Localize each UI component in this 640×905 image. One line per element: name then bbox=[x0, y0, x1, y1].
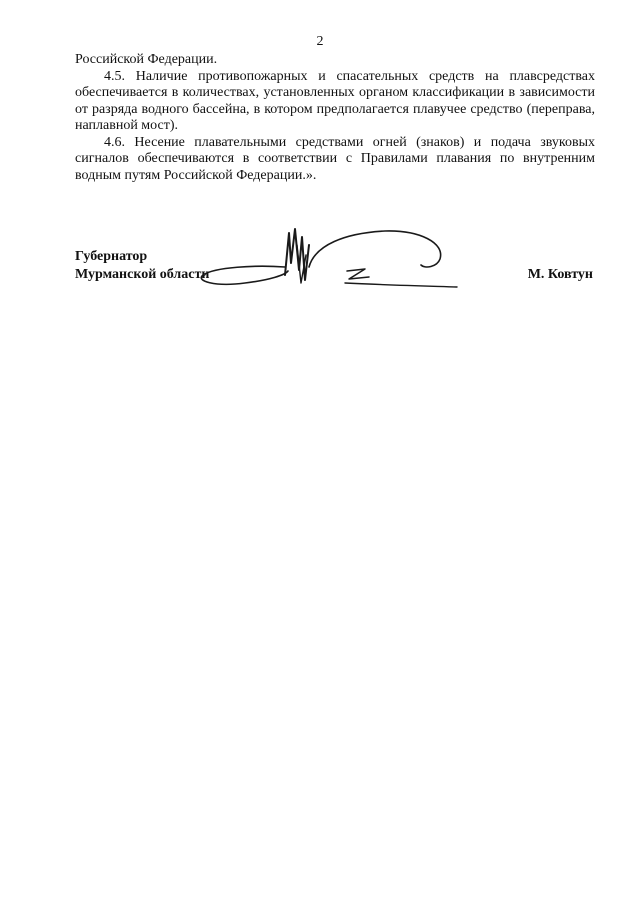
signature-m-stroke bbox=[285, 229, 309, 280]
handwritten-signature bbox=[185, 225, 475, 295]
signer-position: Губернатор bbox=[75, 249, 148, 264]
signer-region: Мурманской области bbox=[75, 267, 210, 282]
signature-loop-stroke bbox=[201, 266, 288, 284]
paragraph-4-6: 4.6. Несение плавательными средствами огней (знаков) и подача звуковых сигналов обеспечиваются в соответствии с Правилами плавания по внутренним водным путям Российской Федерации.». bbox=[75, 134, 595, 183]
signature-tail-stroke bbox=[345, 283, 457, 287]
signature-arc-stroke bbox=[309, 231, 441, 267]
paragraph-continuation: Российской Федерации. bbox=[75, 52, 218, 67]
signature-z-stroke bbox=[347, 269, 369, 279]
paragraph-4-5: 4.5. Наличие противопожарных и спасательных средств на плавсредствах обеспечивается в количествах, установленных органом классификации в зависимости от разряда водного бассейна, в котором предполагается плавучее средство (переправа, наплавной мост). bbox=[75, 68, 595, 133]
document-body bbox=[75, 52, 595, 184]
page-number: 2 bbox=[316, 34, 324, 49]
signer-name: М. Ковтун bbox=[527, 267, 593, 282]
